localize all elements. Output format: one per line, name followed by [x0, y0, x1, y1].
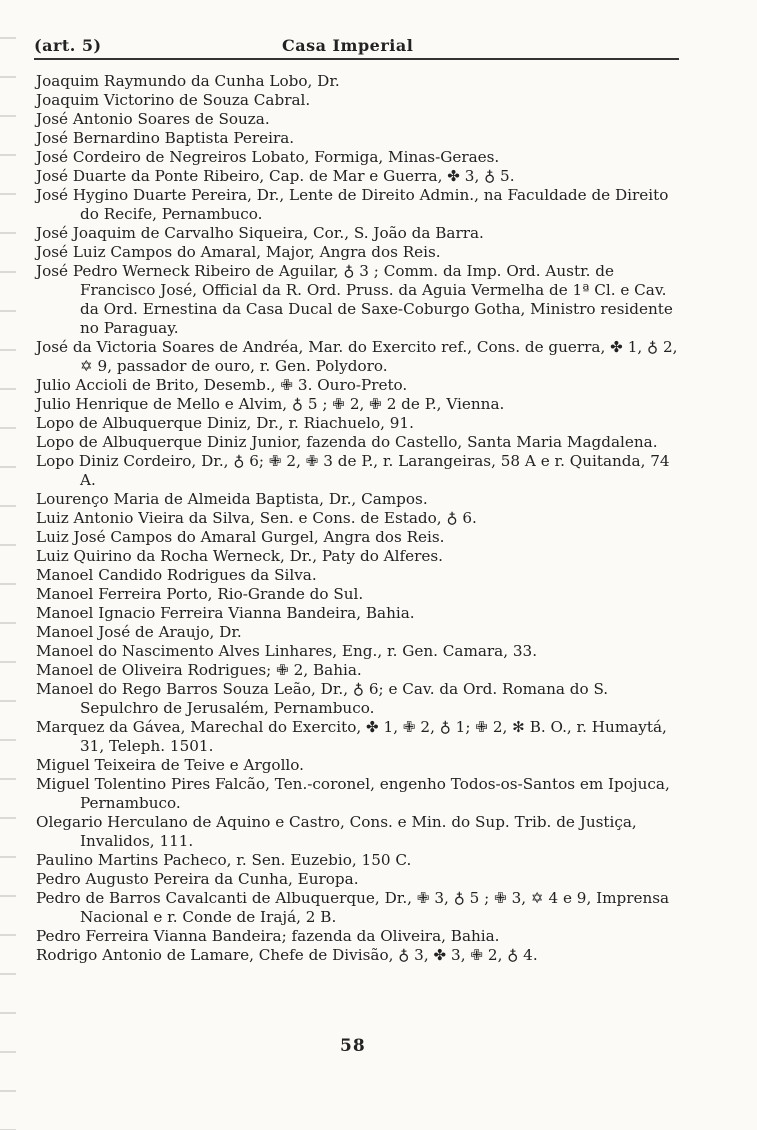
list-item: José Cordeiro de Negreiros Lobato, Formiga, Minas-Geraes. [36, 148, 500, 166]
page-header [34, 36, 679, 60]
list-item: Luiz Quirino da Rocha Werneck, Dr., Paty do Alferes. [36, 547, 443, 565]
list-item: José Luiz Campos do Amaral, Major, Angra dos Reis. [36, 243, 441, 261]
list-item: Marquez da Gávea, Marechal do Exercito, ✤ 1, ✙ 2, ♁ 1; ✙ 2, ✻ B. O., r. Humaytá, 31, Teleph. 1501. [36, 718, 667, 755]
list-item: José Bernardino Baptista Pereira. [36, 129, 295, 147]
name-list [36, 72, 686, 965]
list-item: Miguel Teixeira de Teive e Argollo. [36, 756, 304, 774]
list-item: Rodrigo Antonio de Lamare, Chefe de Divisão, ♁ 3, ✤ 3, ✙ 2, ♁ 4. [36, 946, 538, 964]
list-item: Lopo Diniz Cordeiro, Dr., ♁ 6; ✙ 2, ✙ 3 de P., r. Larangeiras, 58 A e r. Quitanda, 74 A. [36, 452, 670, 489]
list-item: Pedro Augusto Pereira da Cunha, Europa. [36, 870, 359, 888]
list-item: José Pedro Werneck Ribeiro de Aguilar, ♁ 3 ; Comm. da Imp. Ord. Austr. de Francisco José, Official da R. Ord. Pruss. da Aguia Vermelha de 1ª Cl. e Cav. da Ord. Ernestina da Casa Ducal de Saxe-Coburgo Gotha, Ministro residente no Paraguay. [36, 262, 673, 337]
list-item: Luiz José Campos do Amaral Gurgel, Angra dos Reis. [36, 528, 445, 546]
list-item: Manoel José de Araujo, Dr. [36, 623, 242, 641]
list-item: Manoel Ignacio Ferreira Vianna Bandeira, Bahia. [36, 604, 415, 622]
list-item: Julio Henrique de Mello e Alvim, ♁ 5 ; ✙ 2, ✙ 2 de P., Vienna. [36, 395, 505, 413]
list-item: José Antonio Soares de Souza. [36, 110, 270, 128]
list-item: José Duarte da Ponte Ribeiro, Cap. de Mar e Guerra, ✤ 3, ♁ 5. [36, 167, 515, 185]
list-item: Lopo de Albuquerque Diniz, Dr., r. Riachuelo, 91. [36, 414, 414, 432]
list-item: Joaquim Raymundo da Cunha Lobo, Dr. [36, 72, 340, 90]
list-item: José da Victoria Soares de Andréa, Mar. do Exercito ref., Cons. de guerra, ✤ 1, ♁ 2, ✡ 9, passador de ouro, r. Gen. Polydoro. [36, 338, 678, 375]
list-item: Manoel do Nascimento Alves Linhares, Eng., r. Gen. Camara, 33. [36, 642, 538, 660]
list-item: Pedro de Barros Cavalcanti de Albuquerque, Dr., ✙ 3, ♁ 5 ; ✙ 3, ✡ 4 e 9, Imprensa Nacional e r. Conde de Irajá, 2 B. [36, 889, 670, 926]
article-reference: (art. 5) [34, 36, 102, 55]
running-title: Casa Imperial [282, 36, 414, 55]
list-item: Lopo de Albuquerque Diniz Junior, fazenda do Castello, Santa Maria Magdalena. [36, 433, 658, 451]
list-item: Luiz Antonio Vieira da Silva, Sen. e Cons. de Estado, ♁ 6. [36, 509, 477, 527]
list-item: Manoel de Oliveira Rodrigues; ✙ 2, Bahia. [36, 661, 362, 679]
list-item: Miguel Tolentino Pires Falcão, Ten.-coronel, engenho Todos-os-Santos em Ipojuca, Pernambuco. [36, 775, 670, 812]
list-item: Paulino Martins Pacheco, r. Sen. Euzebio, 150 C. [36, 851, 412, 869]
list-item: Lourenço Maria de Almeida Baptista, Dr., Campos. [36, 490, 428, 508]
list-item: Joaquim Victorino de Souza Cabral. [36, 91, 311, 109]
list-item: Manoel Ferreira Porto, Rio-Grande do Sul. [36, 585, 364, 603]
list-item: Manoel Candido Rodrigues da Silva. [36, 566, 317, 584]
list-item: José Hygino Duarte Pereira, Dr., Lente de Direito Admin., na Faculdade de Direito do Recife, Pernambuco. [36, 186, 669, 223]
list-item: Manoel do Rego Barros Souza Leão, Dr., ♁ 6; e Cav. da Ord. Romana do S. Sepulchro de Jerusalém, Pernambuco. [36, 680, 609, 717]
list-item: Pedro Ferreira Vianna Bandeira; fazenda da Oliveira, Bahia. [36, 927, 500, 945]
list-item: José Joaquim de Carvalho Siqueira, Cor., S. João da Barra. [36, 224, 484, 242]
list-item: Olegario Herculano de Aquino e Castro, Cons. e Min. do Sup. Trib. de Justiça, Invalidos, 111. [36, 813, 637, 850]
list-item: Julio Accioli de Brito, Desemb., ✙ 3. Ouro-Preto. [36, 376, 408, 394]
page-edge-shadow [0, 0, 16, 1130]
page-number: 58 [340, 1036, 366, 1056]
